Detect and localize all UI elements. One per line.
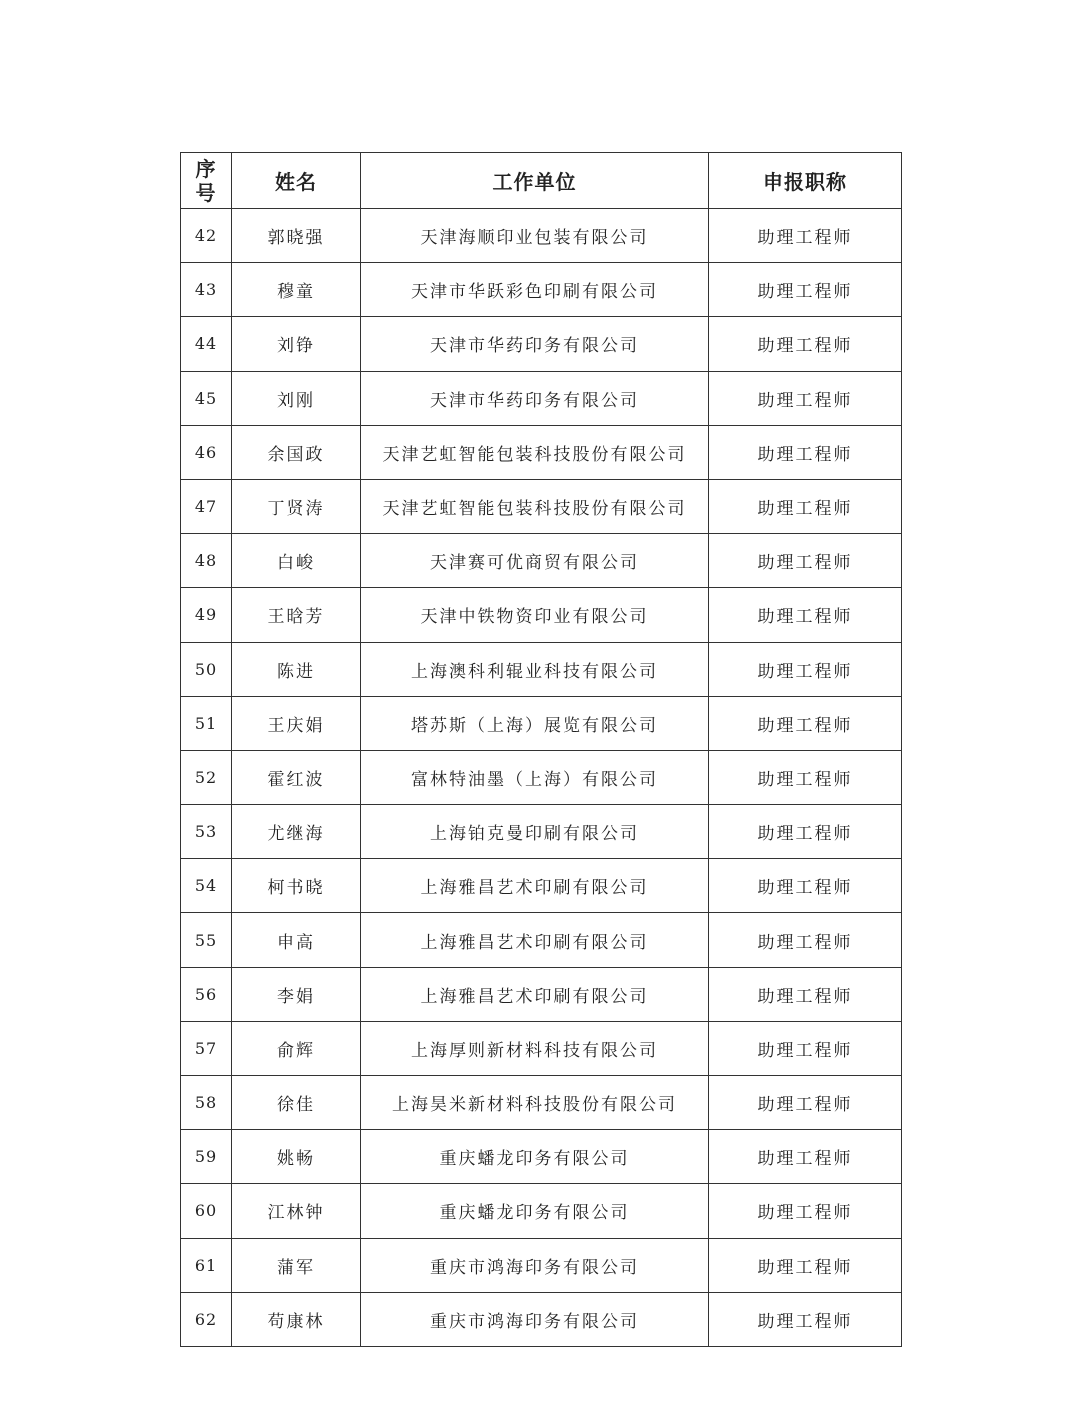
row-name: 穆童	[232, 263, 361, 317]
row-work-unit: 天津市华药印务有限公司	[361, 371, 709, 425]
row-title: 助理工程师	[709, 479, 902, 533]
row-name: 蒲军	[232, 1238, 361, 1292]
header-serial-line2: 号	[195, 180, 217, 205]
table-row	[181, 967, 902, 1021]
table-row	[181, 1292, 902, 1346]
row-serial-number: 45	[181, 371, 232, 425]
row-serial-number: 48	[181, 534, 232, 588]
row-serial-number: 54	[181, 859, 232, 913]
header-work-unit: 工作单位	[361, 153, 709, 209]
row-work-unit: 天津市华药印务有限公司	[361, 317, 709, 371]
row-work-unit: 上海澳科利辊业科技有限公司	[361, 642, 709, 696]
row-work-unit: 天津赛可优商贸有限公司	[361, 534, 709, 588]
header-serial-line1: 序	[195, 156, 217, 181]
row-serial-number: 47	[181, 479, 232, 533]
table-row	[181, 642, 902, 696]
row-name: 王庆娟	[232, 696, 361, 750]
row-work-unit: 上海铂克曼印刷有限公司	[361, 805, 709, 859]
row-name: 余国政	[232, 425, 361, 479]
row-name: 王晗芳	[232, 588, 361, 642]
table-row	[181, 1076, 902, 1130]
table-row	[181, 859, 902, 913]
applicant-table	[180, 152, 902, 1347]
table-row	[181, 1184, 902, 1238]
table-row	[181, 371, 902, 425]
row-work-unit: 重庆蟠龙印务有限公司	[361, 1184, 709, 1238]
row-title: 助理工程师	[709, 1076, 902, 1130]
row-name: 郭晓强	[232, 209, 361, 263]
table-row	[181, 479, 902, 533]
row-serial-number: 56	[181, 967, 232, 1021]
row-work-unit: 上海雅昌艺术印刷有限公司	[361, 913, 709, 967]
row-title: 助理工程师	[709, 209, 902, 263]
row-work-unit: 上海昊米新材料科技股份有限公司	[361, 1076, 709, 1130]
row-serial-number: 62	[181, 1292, 232, 1346]
row-work-unit: 上海厚则新材料科技有限公司	[361, 1021, 709, 1075]
row-serial-number: 49	[181, 588, 232, 642]
row-name: 徐佳	[232, 1076, 361, 1130]
row-name: 姚畅	[232, 1130, 361, 1184]
table-row	[181, 425, 902, 479]
row-work-unit: 上海雅昌艺术印刷有限公司	[361, 967, 709, 1021]
row-serial-number: 53	[181, 805, 232, 859]
row-name: 申高	[232, 913, 361, 967]
header-title: 申报职称	[709, 153, 902, 209]
row-title: 助理工程师	[709, 534, 902, 588]
row-title: 助理工程师	[709, 588, 902, 642]
row-name: 陈进	[232, 642, 361, 696]
row-name: 俞辉	[232, 1021, 361, 1075]
row-title: 助理工程师	[709, 1184, 902, 1238]
row-name: 白峻	[232, 534, 361, 588]
row-name: 江林钟	[232, 1184, 361, 1238]
row-title: 助理工程师	[709, 1238, 902, 1292]
table-row	[181, 1021, 902, 1075]
row-work-unit: 天津艺虹智能包装科技股份有限公司	[361, 425, 709, 479]
row-serial-number: 61	[181, 1238, 232, 1292]
row-work-unit: 天津海顺印业包装有限公司	[361, 209, 709, 263]
table-row	[181, 805, 902, 859]
row-title: 助理工程师	[709, 371, 902, 425]
row-title: 助理工程师	[709, 1021, 902, 1075]
row-serial-number: 51	[181, 696, 232, 750]
row-serial-number: 44	[181, 317, 232, 371]
row-title: 助理工程师	[709, 859, 902, 913]
row-title: 助理工程师	[709, 1292, 902, 1346]
header-serial-number	[181, 153, 232, 209]
table-row	[181, 1238, 902, 1292]
table-row	[181, 209, 902, 263]
row-work-unit: 富林特油墨（上海）有限公司	[361, 750, 709, 804]
row-name: 霍红波	[232, 750, 361, 804]
row-work-unit: 上海雅昌艺术印刷有限公司	[361, 859, 709, 913]
row-title: 助理工程师	[709, 805, 902, 859]
table-body	[181, 209, 902, 1347]
row-serial-number: 59	[181, 1130, 232, 1184]
row-serial-number: 57	[181, 1021, 232, 1075]
table-row	[181, 913, 902, 967]
table-row	[181, 588, 902, 642]
row-name: 柯书晓	[232, 859, 361, 913]
table-row	[181, 696, 902, 750]
row-name: 刘铮	[232, 317, 361, 371]
row-title: 助理工程师	[709, 263, 902, 317]
row-title: 助理工程师	[709, 750, 902, 804]
row-serial-number: 46	[181, 425, 232, 479]
row-serial-number: 42	[181, 209, 232, 263]
row-work-unit: 塔苏斯（上海）展览有限公司	[361, 696, 709, 750]
table-row	[181, 317, 902, 371]
row-work-unit: 天津中铁物资印业有限公司	[361, 588, 709, 642]
row-serial-number: 43	[181, 263, 232, 317]
header-row	[181, 153, 902, 209]
row-work-unit: 重庆市鸿海印务有限公司	[361, 1292, 709, 1346]
row-serial-number: 60	[181, 1184, 232, 1238]
header-name: 姓名	[232, 153, 361, 209]
row-title: 助理工程师	[709, 913, 902, 967]
row-name: 刘刚	[232, 371, 361, 425]
row-name: 丁贤涛	[232, 479, 361, 533]
row-name: 苟康林	[232, 1292, 361, 1346]
table-row	[181, 750, 902, 804]
applicant-table-container	[180, 152, 901, 1347]
row-work-unit: 天津艺虹智能包装科技股份有限公司	[361, 479, 709, 533]
row-serial-number: 55	[181, 913, 232, 967]
table-row	[181, 534, 902, 588]
row-work-unit: 天津市华跃彩色印刷有限公司	[361, 263, 709, 317]
row-title: 助理工程师	[709, 642, 902, 696]
row-serial-number: 58	[181, 1076, 232, 1130]
row-work-unit: 重庆市鸿海印务有限公司	[361, 1238, 709, 1292]
row-name: 李娟	[232, 967, 361, 1021]
row-title: 助理工程师	[709, 1130, 902, 1184]
row-work-unit: 重庆蟠龙印务有限公司	[361, 1130, 709, 1184]
row-serial-number: 50	[181, 642, 232, 696]
table-row	[181, 263, 902, 317]
row-serial-number: 52	[181, 750, 232, 804]
row-title: 助理工程师	[709, 696, 902, 750]
row-title: 助理工程师	[709, 425, 902, 479]
table-header	[181, 153, 902, 209]
row-title: 助理工程师	[709, 317, 902, 371]
row-title: 助理工程师	[709, 967, 902, 1021]
table-row	[181, 1130, 902, 1184]
row-name: 尤继海	[232, 805, 361, 859]
